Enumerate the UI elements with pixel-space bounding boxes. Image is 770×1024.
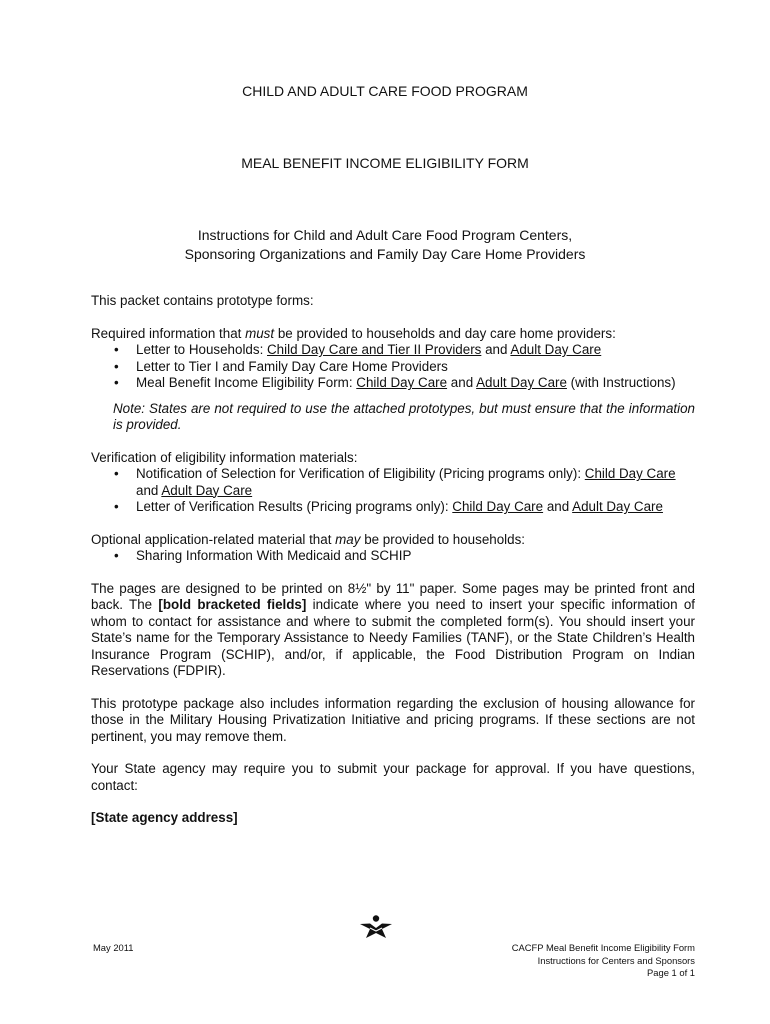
- subtitle-line-1: Instructions for Child and Adult Care Food Program Centers,: [197, 227, 573, 243]
- link-adult-day-care[interactable]: Adult Day Care: [161, 482, 253, 498]
- instructions-subtitle: [0, 226, 770, 264]
- link-child-day-care[interactable]: Child Day Care: [584, 466, 676, 481]
- list-item: • Letter of Verification Results (Pricing programs only): Child Day Care and Adult Day Care: [91, 499, 695, 516]
- footer-date: May 2011: [93, 942, 134, 953]
- link-adult-day-care[interactable]: Adult Day Care: [572, 499, 663, 514]
- link-adult-day-care[interactable]: Adult Day Care: [510, 342, 602, 357]
- program-title: CHILD AND ADULT CARE FOOD PROGRAM: [242, 83, 528, 99]
- link-child-day-care[interactable]: Child Day Care: [452, 499, 544, 514]
- list-item: • Letter to Households: Child Day Care and Tier II Providers and Adult Day Care: [91, 342, 695, 359]
- link-adult-day-care[interactable]: Adult Day Care: [476, 375, 567, 390]
- link-child-day-care[interactable]: Child Day Care: [356, 375, 448, 390]
- required-list: [91, 342, 695, 392]
- housing-paragraph: This prototype package also includes information regarding the exclusion of housing allowance for those in the Military Housing Privatization Initiative and pricing programs. If these sections are not pertinent, you may remove them.: [91, 695, 695, 744]
- intro-text: This packet contains prototype forms:: [91, 293, 314, 308]
- list-item: • Sharing Information With Medicaid and SCHIP: [91, 548, 695, 565]
- document-body: [91, 293, 695, 827]
- contact-paragraph: Your State agency may require you to submit your package for approval. If you have questions, contact:: [91, 761, 695, 793]
- form-title: MEAL BENEFIT INCOME ELIGIBILITY FORM: [241, 155, 529, 171]
- printing-paragraph: The pages are designed to be printed on 8½" by 11" paper. Some pages may be printed front and back. The [bold bracketed fields] indicate where you need to insert your specific information of whom to contact for assistance and where to submit the completed form(s). You should insert your State’s name for the Temporary Assistance to Needy Families (TANF), or the State Children’s Health Insurance Program (SCHIP), and/or, if applicable, the Food Distribution Program on Indian Reservations (FDPIR).: [91, 580, 696, 678]
- footer-info: [512, 942, 695, 980]
- subtitle-line-2: Sponsoring Organizations and Family Day Care Home Providers: [184, 246, 586, 262]
- verification-heading: Verification of eligibility information materials:: [91, 449, 358, 465]
- footer-subtitle: Instructions for Centers and Sponsors: [537, 954, 695, 966]
- list-item: • Meal Benefit Income Eligibility Form: Child Day Care and Adult Day Care (with Instructions): [91, 375, 695, 392]
- list-item: • Notification of Selection for Verification of Eligibility (Pricing programs only): Child Day Care and Adult Day Care: [91, 466, 695, 499]
- optional-list: [91, 548, 695, 565]
- footer-form-name: CACFP Meal Benefit Income Eligibility Form: [511, 942, 695, 953]
- footer-page-number: Page 1 of 1: [647, 967, 695, 978]
- required-heading: Required information that must be provided to households and day care home providers:: [91, 325, 616, 341]
- list-item: • Letter to Tier I and Family Day Care Home Providers: [91, 359, 695, 376]
- optional-heading: Optional application-related material that may be provided to households:: [91, 531, 525, 547]
- usda-logo-icon: [358, 914, 394, 940]
- state-agency-address: [State agency address]: [91, 810, 238, 825]
- link-child-day-care-tier-ii[interactable]: Child Day Care and Tier II Providers: [267, 342, 482, 357]
- note-text: Note: States are not required to use the attached prototypes, but must ensure that the information is provided.: [113, 400, 695, 432]
- verification-list: [91, 466, 695, 516]
